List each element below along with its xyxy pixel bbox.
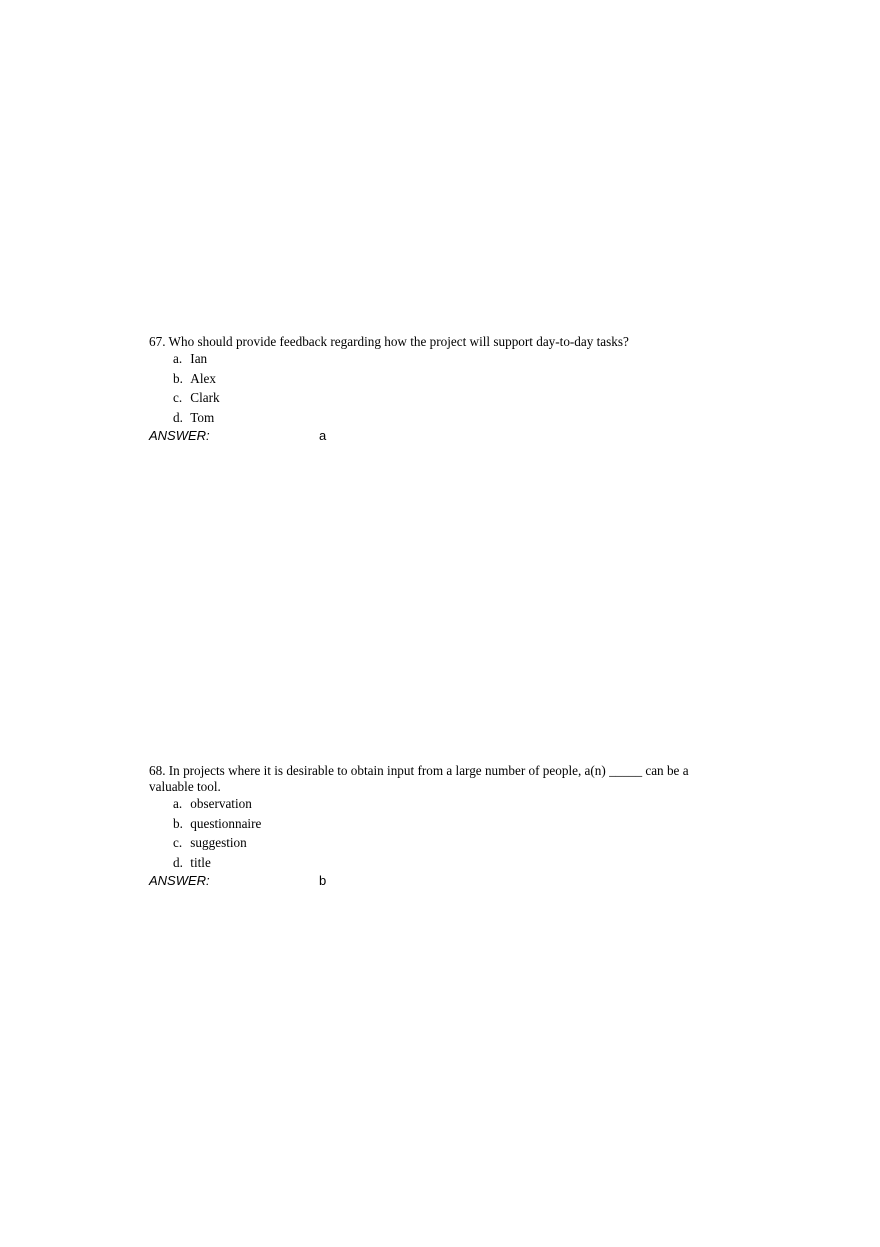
choice-letter: a.: [173, 796, 183, 811]
choice-text: Clark: [190, 390, 220, 405]
choice-item: [173, 390, 729, 410]
choice-item: [173, 371, 729, 391]
choice-item: [173, 796, 729, 816]
choice-text: Alex: [190, 370, 216, 386]
choice-item: [173, 410, 729, 430]
answer-value: a: [319, 428, 327, 443]
choice-item: [173, 816, 729, 836]
choice-list: [149, 351, 729, 429]
choice-letter: d.: [173, 409, 183, 425]
choice-letter: b.: [173, 815, 183, 831]
choice-item: [173, 351, 729, 371]
choice-list: [149, 796, 729, 874]
choice-text: Tom: [190, 409, 215, 425]
answer-row: [149, 873, 729, 891]
question-68: [149, 763, 729, 891]
question-stem: 67. Who should provide feedback regarding how the project will support day-to-day tasks?: [149, 334, 629, 349]
question-stem: 68. In projects where it is desirable to obtain input from a large number of people, a(n) _____ can be a valuable tool.: [149, 763, 689, 794]
choice-text: questionnaire: [190, 815, 262, 831]
answer-label: ANSWER:: [149, 873, 210, 888]
choice-letter: c.: [173, 835, 183, 850]
answer-value: b: [319, 873, 327, 888]
answer-row: [149, 428, 729, 446]
question-67: [149, 334, 729, 446]
choice-text: Ian: [190, 351, 208, 366]
choice-text: observation: [190, 796, 252, 811]
choice-letter: d.: [173, 854, 183, 870]
answer-label: ANSWER:: [149, 428, 210, 443]
choice-letter: b.: [173, 370, 183, 386]
choice-item: [173, 835, 729, 855]
choice-text: title: [190, 854, 211, 870]
choice-text: suggestion: [190, 835, 247, 850]
choice-letter: a.: [173, 351, 183, 366]
choice-letter: c.: [173, 390, 183, 405]
choice-item: [173, 855, 729, 875]
